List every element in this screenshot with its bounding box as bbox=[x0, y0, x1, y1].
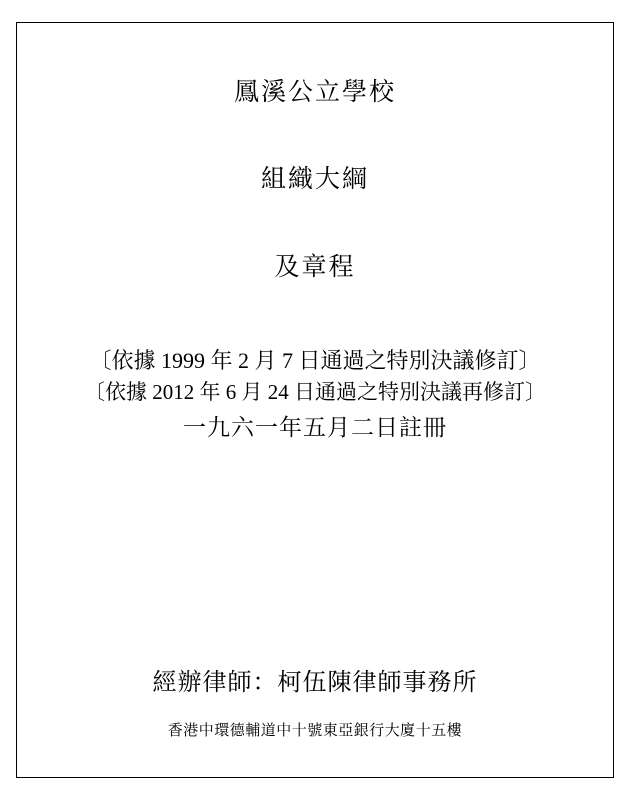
amendment-block bbox=[43, 345, 587, 445]
footer-block bbox=[17, 668, 613, 741]
cover-content bbox=[17, 23, 613, 777]
amendment-note-1: 〔依據 1999 年 2 月 7 日通過之特別決議修訂〕 bbox=[89, 348, 541, 373]
solicitor-address: 香港中環德輔道中十號東亞銀行大廈十五樓 bbox=[167, 722, 463, 739]
doc-title-line-1: 組織大綱 bbox=[260, 166, 369, 193]
solicitor-line: 經辦律師：柯伍陳律師事務所 bbox=[152, 670, 478, 697]
registration-date: 一九六一年五月二日註冊 bbox=[183, 415, 447, 441]
school-name: 鳳溪公立學校 bbox=[233, 79, 396, 106]
amendment-note-2: 〔依據 2012 年 6 月 24 日通過之特別決議再修訂〕 bbox=[84, 379, 546, 404]
title-block bbox=[43, 78, 587, 283]
doc-title-line-2: 及章程 bbox=[274, 254, 356, 281]
